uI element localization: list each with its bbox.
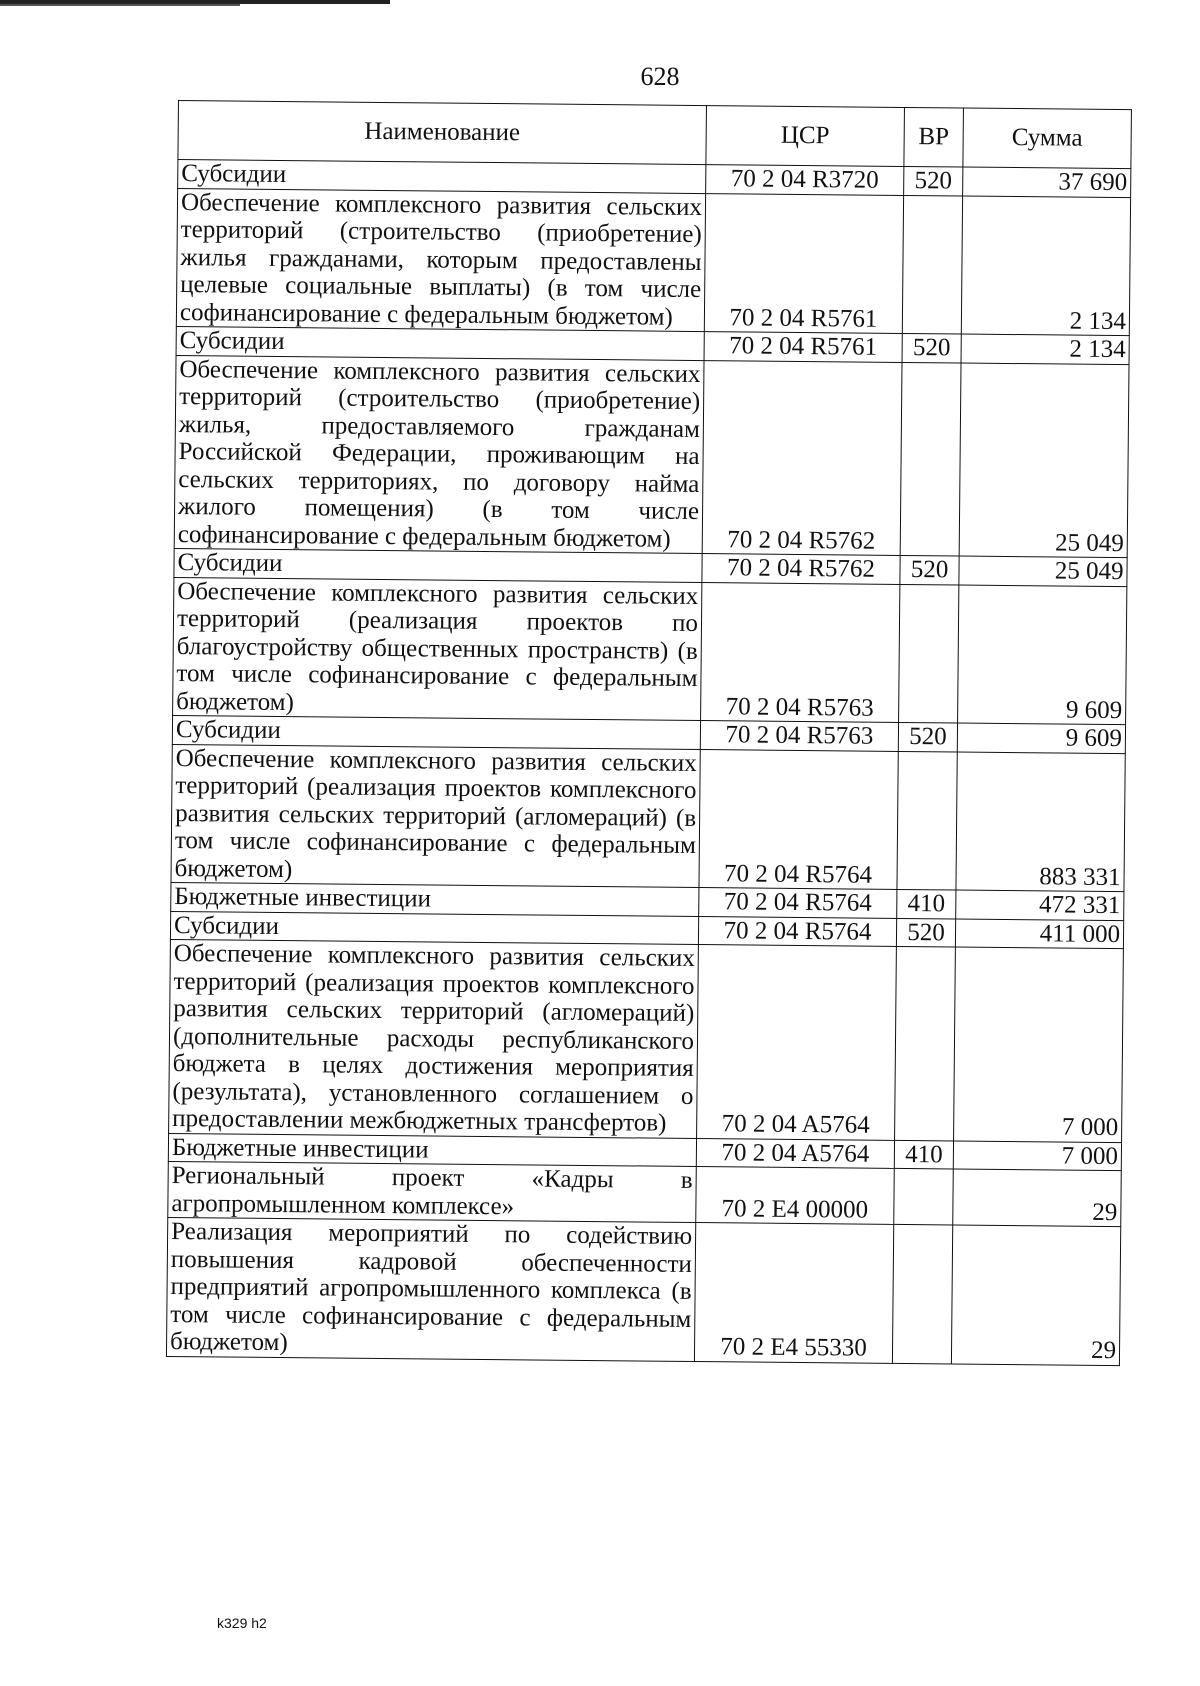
row-vr: 410 — [897, 889, 956, 918]
row-name: Обеспечение комплексного развития сельских территорий (строительство (приобретение) жилья гражданами, которым предоставлены целевые социальные выплаты) (в том числе софинансирование с федеральным бюджетом) — [176, 188, 705, 332]
row-name: Обеспечение комплексного развития сельских территорий (реализация проектов комплексного развития сельских территорий (агломераций) (в том числе софинансирование с федеральным бюджетом) — [171, 744, 700, 888]
row-name: Бюджетные инвестиции — [171, 882, 699, 916]
row-sum: 29 — [951, 1225, 1120, 1365]
header-name: Наименование — [178, 101, 707, 165]
header-sum: Сумма — [963, 108, 1132, 169]
row-vr — [895, 946, 956, 1140]
row-sum: 7 000 — [954, 947, 1124, 1142]
row-sum: 25 049 — [959, 363, 1129, 558]
row-sum: 883 331 — [956, 752, 1125, 892]
header-vr: ВР — [904, 107, 964, 167]
row-name: Обеспечение комплексного развития сельских территорий (реализация проектов комплексного развития сельских территорий (агломераций) (дополнительные расходы республиканского бюджета в целях достижения мероприятия (результата), установленного соглашением о предоставлении межбюджетных трансфертов) — [169, 939, 699, 1138]
row-sum: 2 134 — [961, 334, 1129, 364]
row-sum: 472 331 — [956, 890, 1124, 920]
table-row — [169, 939, 1124, 1142]
table-row — [173, 577, 1127, 725]
row-name: Субсидии — [176, 326, 704, 360]
row-csr: 70 2 04 R5763 — [701, 582, 900, 722]
row-vr: 520 — [900, 555, 959, 584]
row-csr: 70 2 04 A5764 — [696, 1138, 894, 1168]
row-csr: 70 2 04 R5761 — [704, 193, 903, 333]
row-sum: 411 000 — [955, 919, 1123, 949]
row-csr: 70 2 04 R5762 — [702, 360, 902, 555]
header-csr: ЦСР — [706, 106, 905, 167]
row-name: Субсидии — [172, 715, 700, 749]
row-csr: 70 2 04 R5764 — [699, 749, 898, 889]
row-vr — [900, 362, 961, 556]
row-vr — [899, 584, 959, 723]
table-row — [168, 1161, 1121, 1226]
row-name: Реализация мероприятий по содействию повышения кадровой обеспеченности предприятий агропромышленного комплекса (в том числе софинансирование с федеральным бюджетом) — [166, 1217, 695, 1361]
row-sum: 9 609 — [957, 723, 1125, 753]
row-vr: 410 — [894, 1140, 953, 1169]
row-sum: 2 134 — [961, 196, 1130, 336]
page-number: 628 — [640, 62, 680, 91]
row-vr: 520 — [904, 166, 963, 195]
row-sum: 7 000 — [953, 1140, 1121, 1170]
table-row — [174, 355, 1129, 558]
row-vr: 520 — [896, 918, 955, 947]
row-name: Субсидии — [170, 911, 698, 945]
row-name: Субсидии — [178, 160, 706, 194]
row-csr: 70 2 04 R5764 — [699, 888, 897, 918]
table-header — [178, 101, 1132, 169]
row-csr: 70 2 04 R5762 — [702, 554, 900, 584]
row-vr — [894, 1168, 954, 1225]
table-row — [166, 1217, 1120, 1365]
row-csr: 70 2 04 R5763 — [700, 721, 898, 751]
row-vr — [892, 1224, 952, 1363]
row-vr: 520 — [898, 722, 957, 751]
row-vr — [897, 751, 957, 890]
table-body — [166, 160, 1130, 1366]
footer-code: k329 h2 — [217, 1615, 267, 1631]
row-name: Бюджетные инвестиции — [168, 1133, 696, 1167]
row-csr: 70 2 04 R5764 — [698, 916, 896, 946]
row-csr: 70 2 E4 55330 — [694, 1223, 893, 1363]
row-name: Региональный проект «Кадры в агропромышленном комплексе» — [168, 1161, 697, 1222]
row-sum: 9 609 — [958, 585, 1127, 725]
scan-edge-mark-lower — [0, 4, 240, 6]
row-csr: 70 2 04 A5764 — [697, 945, 897, 1140]
row-vr: 520 — [902, 333, 961, 362]
row-sum: 25 049 — [959, 556, 1127, 586]
row-name: Обеспечение комплексного развития сельских территорий (строительство (приобретение) жилья, предоставляемого гражданам Российской Федерации, проживающим на сельских территориях, по договору найма жилого помещения) (в том числе софинансирование с федеральным бюджетом) — [174, 355, 704, 554]
document-body — [166, 100, 1132, 1366]
table-row — [176, 188, 1130, 336]
header-row — [178, 101, 1132, 169]
row-csr: 70 2 04 R3720 — [706, 165, 904, 195]
row-name: Субсидии — [174, 548, 702, 582]
row-name: Обеспечение комплексного развития сельских территорий (реализация проектов по благоустройству общественных пространств) (в том числе софинансирование с федеральным бюджетом) — [173, 577, 702, 721]
row-vr — [902, 195, 962, 334]
table-row — [171, 744, 1125, 892]
row-csr: 70 2 E4 00000 — [696, 1167, 895, 1225]
row-sum: 29 — [953, 1169, 1122, 1227]
budget-table — [166, 100, 1132, 1366]
row-csr: 70 2 04 R5761 — [704, 332, 902, 362]
row-sum: 37 690 — [963, 167, 1131, 197]
